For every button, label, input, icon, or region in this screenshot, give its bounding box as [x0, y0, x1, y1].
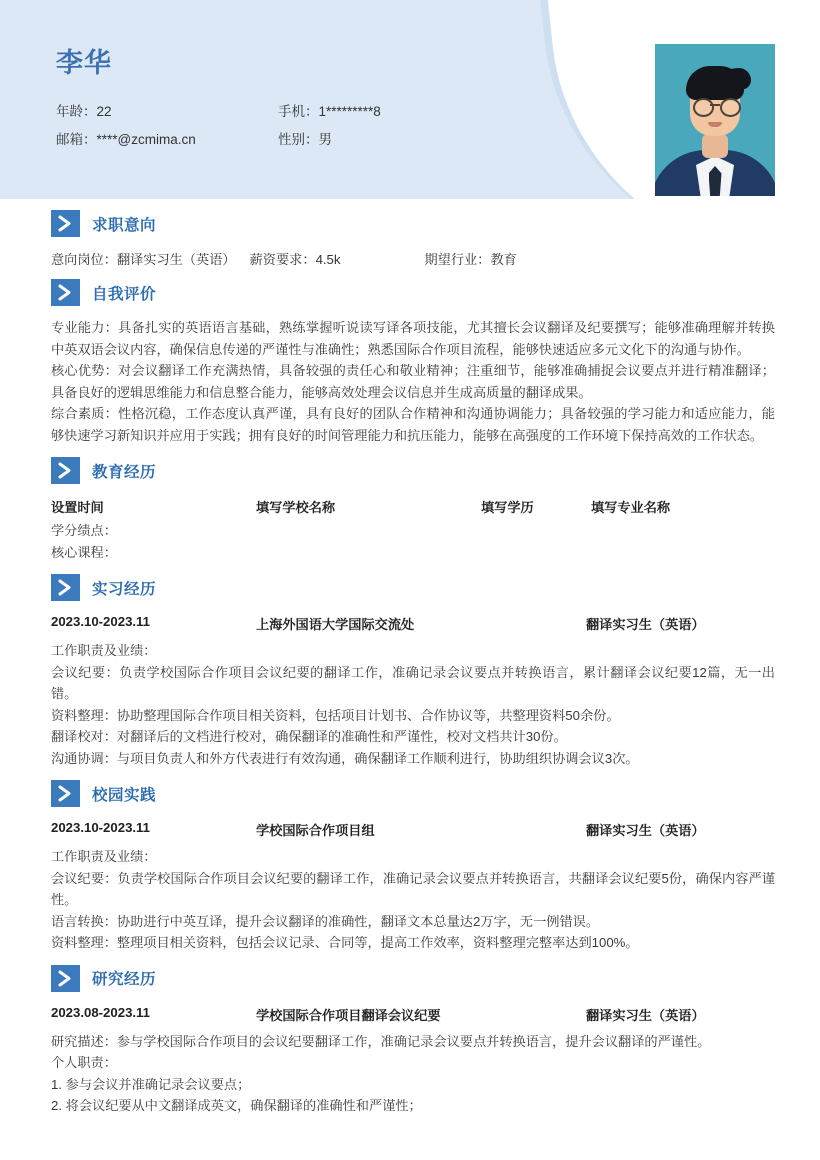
- meta-age-label: 年龄：: [56, 104, 97, 119]
- photo-image: [655, 44, 775, 196]
- self-eval-paragraph: 专业能力：具备扎实的英语语言基础，熟练掌握听说读写译各项技能，尤其擅长会议翻译及纪要撰写；能够准确理解并转换中英双语会议内容，确保信息传递的严谨性与准确性；熟悉国际合作项目流程，能够快速适应多元文化下的沟通与协作。: [51, 320, 775, 357]
- section-header-intent: [51, 199, 775, 237]
- internship-subtitle: 工作职责及业绩：: [51, 643, 157, 658]
- section-header-self-eval: [51, 268, 775, 306]
- campus-role: 翻译实习生（英语）: [586, 823, 705, 838]
- chevron-right-icon: [51, 210, 80, 237]
- candidate-name: 李华: [56, 48, 112, 78]
- meta-row: [56, 126, 381, 154]
- internship-date: 2023.10-2023.11: [51, 614, 151, 629]
- photo-neck: [702, 134, 728, 158]
- intent-salary-label: 薪资要求：: [249, 252, 316, 267]
- section-title-research: 研究经历: [92, 971, 157, 988]
- campus-bullet: 资料整理：整理项目相关资料，包括会议记录、合同等，提高工作效率，资料整理完整率达到100%。: [51, 935, 639, 950]
- internship-bullet: 翻译校对：对翻译后的文档进行校对，确保翻译的准确性和严谨性，校对文档共计30份。: [51, 729, 567, 744]
- candidate-photo: [655, 44, 775, 196]
- intent-industry-value: 教育: [490, 252, 517, 267]
- meta-email-value: ****@zcmima.cn: [96, 132, 196, 147]
- section-header-research: [51, 954, 775, 992]
- intent-salary: [250, 249, 341, 268]
- meta-phone-value: 1*********8: [318, 104, 381, 119]
- intent-industry: [425, 249, 517, 268]
- section-header-campus: [51, 769, 775, 807]
- internship-org: 上海外国语大学国际交流处: [256, 617, 415, 632]
- self-eval-paragraph: 综合素质：性格沉稳，工作态度认真严谨，具有良好的团队合作精神和沟通协调能力；具备较强的学习能力和适应能力，能够快速学习新知识并应用于实践；拥有良好的时间管理能力和抗压能力，能够在高强度的工作环境下保持高效的工作状态。: [51, 406, 775, 443]
- section-title-intent: 求职意向: [92, 216, 157, 234]
- meta-row: [56, 98, 381, 126]
- resume-header: [0, 0, 820, 199]
- internship-bullet: 会议纪要：负责学校国际合作项目会议纪要的翻译工作，准确记录会议要点并转换语言，累计翻译会议纪要12篇，无一出错。: [51, 664, 775, 701]
- meta-age: [56, 98, 278, 126]
- meta-gender-label: 性别：: [278, 132, 319, 147]
- education-column-degree: 填写学历: [481, 500, 534, 515]
- education-courses: 核心课程：: [51, 544, 117, 560]
- research-date: 2023.08-2023.11: [51, 1004, 151, 1020]
- campus-entry-header: [51, 820, 775, 839]
- research-bullet: 2. 将会议纪要从中文翻译成英文，确保翻译的准确性和严谨性；: [51, 1098, 422, 1113]
- photo-glasses-left: [693, 98, 714, 117]
- internship-bullet: 资料整理：协助整理国际合作项目相关资料，包括项目计划书、合作协议等，共整理资料50余份。: [51, 707, 620, 723]
- self-eval-body: [51, 317, 775, 446]
- intent-position: [51, 249, 236, 268]
- research-entry-header: [51, 1005, 775, 1024]
- section-title-internship: 实习经历: [92, 580, 157, 598]
- education-column-major: 填写专业名称: [591, 500, 671, 515]
- meta-age-value: 22: [96, 104, 112, 119]
- chevron-right-icon: [51, 780, 80, 807]
- campus-bullet: 会议纪要：负责学校国际合作项目会议纪要的翻译工作，准确记录会议要点并转换语言，共翻译会议纪要5份，确保内容严谨性。: [51, 870, 775, 907]
- research-org: 学校国际合作项目翻译会议纪要: [256, 1007, 441, 1023]
- research-description: 研究描述：参与学校国际合作项目的会议纪要翻译工作，准确记录会议要点并转换语言，提升会议翻译的严谨性。: [51, 1033, 711, 1049]
- intent-position-label: 意向岗位：: [51, 252, 117, 267]
- section-title-campus: 校园实践: [92, 786, 157, 804]
- section-title-self-eval: 自我评价: [92, 285, 157, 303]
- intent-position-value: 翻译实习生（英语）: [116, 252, 236, 267]
- section-header-education: [51, 446, 775, 484]
- candidate-meta: [56, 98, 381, 154]
- self-eval-paragraph: 核心优势：对会议翻译工作充满热情，具备较强的责任心和敬业精神；注重细节，能够准确捕捉会议要点并进行精准翻译；具备良好的逻辑思维能力和信息整合能力，能够高效处理会议信息并生成高质量的翻译成果。: [51, 363, 775, 400]
- meta-gender: [278, 126, 332, 154]
- chevron-right-icon: [51, 965, 80, 992]
- internship-role: 翻译实习生（英语）: [586, 617, 705, 632]
- chevron-right-icon: [51, 457, 80, 484]
- campus-org: 学校国际合作项目组: [256, 823, 375, 838]
- research-bullet: 1. 参与会议并准确记录会议要点；: [51, 1076, 251, 1092]
- meta-phone: [278, 98, 381, 126]
- chevron-right-icon: [51, 279, 80, 306]
- campus-subtitle: 工作职责及业绩：: [51, 849, 157, 864]
- education-column-school: 填写学校名称: [256, 500, 336, 515]
- intent-row: [51, 249, 775, 268]
- section-header-internship: [51, 563, 775, 601]
- resume-body: [0, 199, 820, 1117]
- meta-email-label: 邮箱：: [56, 132, 97, 147]
- chevron-right-icon: [51, 574, 80, 601]
- campus-date: 2023.10-2023.11: [51, 820, 151, 835]
- meta-email: [56, 126, 278, 154]
- meta-gender-value: 男: [318, 132, 332, 147]
- education-columns: [51, 497, 775, 516]
- intent-salary-value: 4.5k: [315, 252, 341, 267]
- education-gpa: 学分绩点：: [51, 523, 117, 538]
- campus-bullet: 语言转换：协助进行中英互译，提升会议翻译的准确性，翻译文本总量达2万字，无一例错误。: [51, 913, 600, 929]
- photo-glasses-bridge: [710, 104, 720, 106]
- education-column-time: 设置时间: [51, 500, 104, 515]
- section-title-education: 教育经历: [92, 463, 157, 481]
- internship-entry-header: [51, 614, 775, 633]
- research-role: 翻译实习生（英语）: [586, 1007, 705, 1023]
- meta-phone-label: 手机：: [278, 104, 319, 119]
- photo-glasses-right: [720, 98, 741, 117]
- intent-industry-label: 期望行业：: [424, 252, 491, 267]
- research-subtitle: 个人职责：: [51, 1055, 117, 1070]
- internship-bullet: 沟通协调：与项目负责人和外方代表进行有效沟通，确保翻译工作顺利进行，协助组织协调会议3次。: [51, 750, 639, 766]
